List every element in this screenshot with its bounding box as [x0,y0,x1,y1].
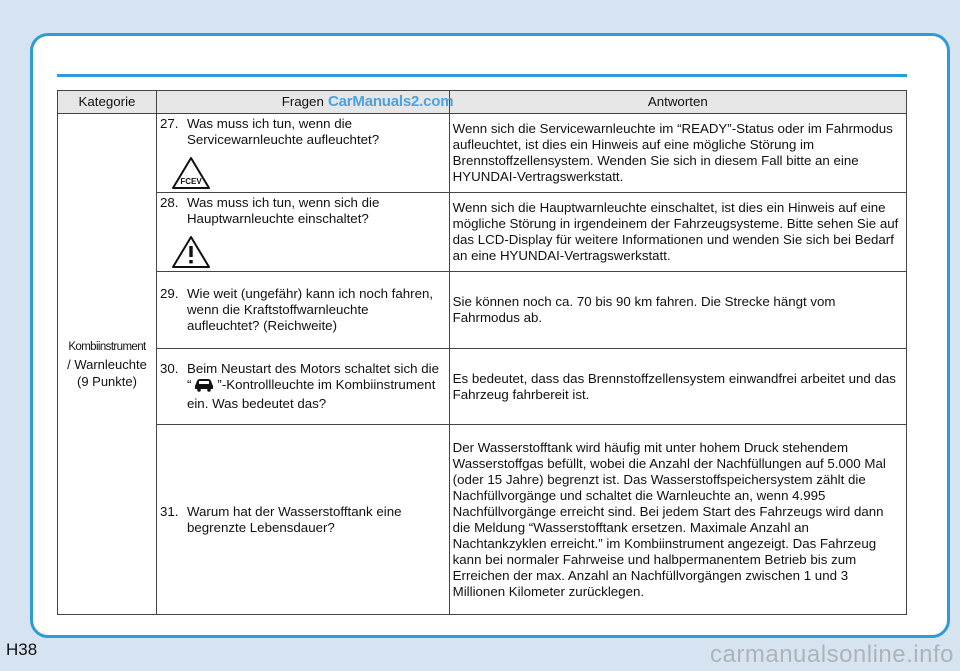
table-row [58,193,907,272]
question-number: 30. [159,361,179,376]
answer-text: Sie können noch ca. 70 bis 90 km fahren. Die Strecke hängt vom Fahrmodus ab. [452,294,836,325]
category-count: (9 Punkte) [76,373,137,389]
question-cell [156,349,449,425]
question-cell [156,272,449,349]
question-text: Was muss ich tun, wenn die Servicewarnleuchte aufleuchtet? [186,116,380,147]
question-cell [156,193,449,272]
table-row [58,272,907,349]
answer-text: Wenn sich die Servicewarnleuchte im “READY”-Status oder im Fahrmodus aufleuchtet, ist dies ein Hinweis auf eine mögliche Störung im Brennstoffzellensystem. Wenden Sie sich in diesem Fall bitte an eine HYUNDAI-Vertragswerkstatt. [452,121,893,184]
category-sub: / Warnleuchte [67,356,147,372]
table-header-row [58,91,907,114]
fcev-warning-icon [171,156,449,190]
question-number: 27. [159,116,179,131]
table-row [58,425,907,615]
table-row [58,114,907,193]
question-text: Beim Neustart des Motors schaltet sich die “ ”-Kontrollleuchte im Kombiinstrument ein. Was bedeutet das? [186,361,439,411]
question-text: Warum hat der Wasserstofftank eine begrenzte Lebensdauer? [186,503,402,535]
watermark-bottom: carmanualsonline.info [710,641,954,668]
page-number: H38 [6,640,38,659]
svg-text:FCEV: FCEV [180,177,202,186]
answer-text: Der Wasserstofftank wird häufig mit unter hohem Druck stehendem Wasserstoffgas befüllt, wobei die Anzahl der Nachfüllungen auf 5.000 Mal (oder 15 Jahre) begrenzt ist. Das Wasserstoffspeichersystem zählt die Nachfüllvorgänge und schaltet die Warnleuchte an, wenn 4.995 Nachfüllvorgänge erreicht sind. Bei jedem Start des Fahrzeugs wird dann die Meldung “Wasserstofftank ersetzen. Maximale Anzahl an Nachtankzyklen erreicht.” im Kombiinstrument angezeigt. Das Fahrzeug kann bei normaler Fahrweise und halbpermanentem Betrieb bis zum Erreichen der max. Anzahl an Nachfüllvorgängen zwischen 1 und 3 Millionen Kilometer zurücklegen. [452,439,886,599]
table-row [58,349,907,425]
answer-cell [449,349,906,425]
header-answers: Antworten [449,91,906,114]
answer-cell [449,114,906,193]
faq-table [57,90,907,615]
question-number: 28. [159,195,179,210]
answer-cell [449,193,906,272]
question-text: Wie weit (ungefähr) kann ich noch fahren, wenn die Kraftstoffwarnleuchte aufleuchtet? (Reichweite) [186,286,434,333]
answer-cell [449,425,906,615]
question-cell [156,425,449,615]
master-warning-icon [171,235,449,269]
question-number: 31. [159,503,179,519]
header-questions: Fragen [156,91,449,114]
header-category: Kategorie [58,91,157,114]
answer-text: Wenn sich die Hauptwarnleuchte einschaltet, ist dies ein Hinweis auf eine mögliche Störung in irgendeinem der Fahrzeugsysteme. Bitte sehen Sie auf das LCD-Display für weitere Informationen und wenden Sie sich bei Bedarf an eine HYUNDAI-Vertragswerkstatt. [452,200,899,263]
question-number: 29. [159,286,179,301]
question-cell [156,114,449,193]
watermark-top: CarManuals2.com [328,93,454,110]
answer-cell [449,272,906,349]
question-text: Was muss ich tun, wenn sich die Hauptwarnleuchte einschaltet? [186,195,380,226]
answer-text: Es bedeutet, dass das Brennstoffzellensystem einwandfrei arbeitet und das Fahrzeug fahrbereit ist. [452,370,896,402]
category-main: Kombiinstrument [68,340,146,353]
ready-car-icon [193,377,215,396]
category-cell [58,114,157,615]
top-rule [57,74,907,77]
